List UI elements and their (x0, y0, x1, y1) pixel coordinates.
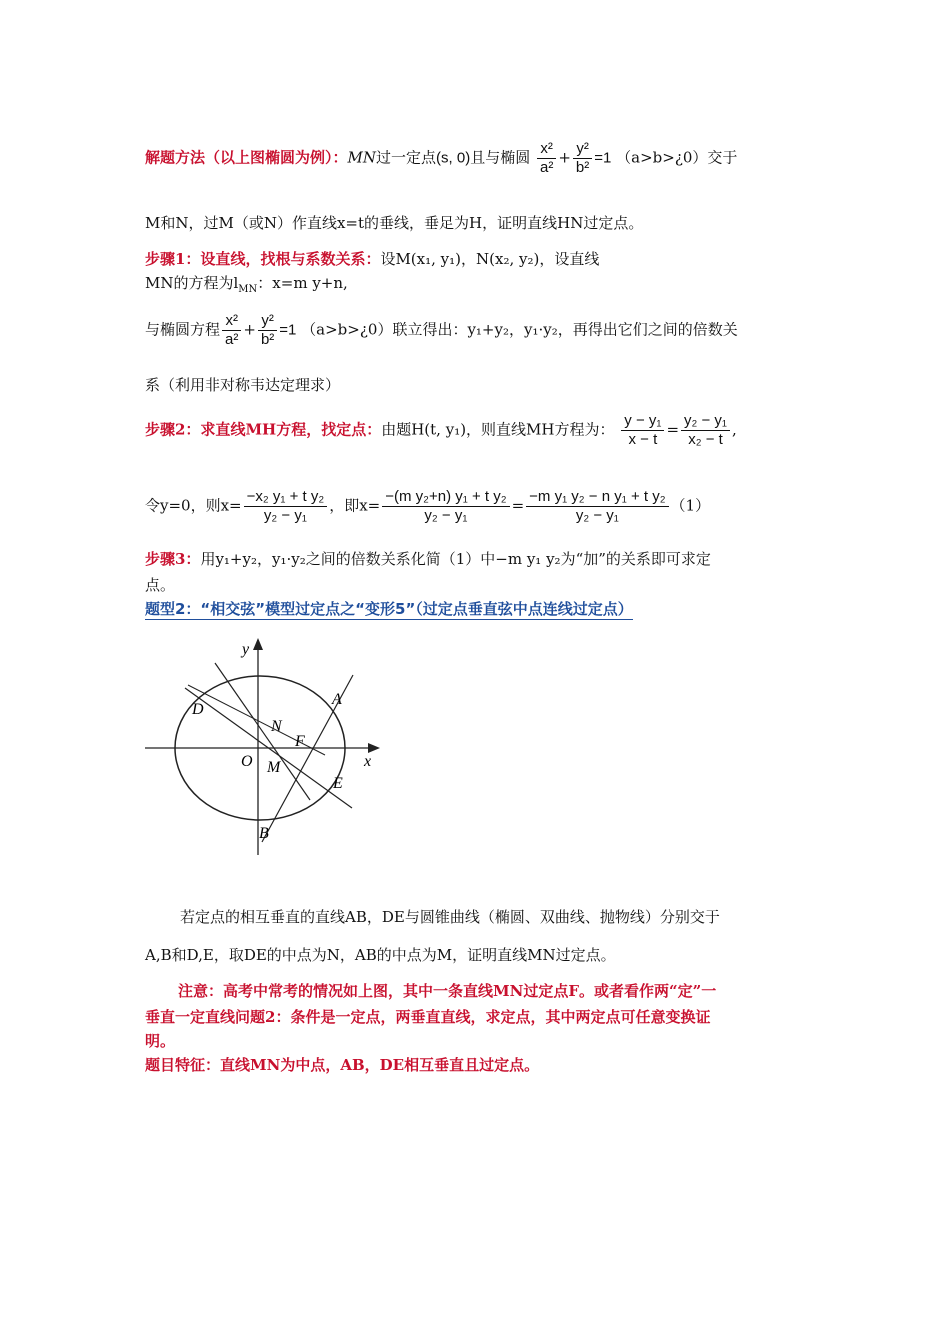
step3-line-1 (145, 548, 805, 570)
ellipse-fraction-y: $\frac{\text{y²}}{\text{b²}}$ (573, 140, 592, 177)
method-line-2: M和N，过M（或N）作直线x=t的垂线，垂足为H，证明直线HN过定点。 (145, 214, 644, 232)
label-x: x (364, 753, 372, 770)
step2-eqno: （1） (670, 496, 711, 515)
step1-line2-sub: MN (238, 284, 258, 295)
step1-line-1 (145, 248, 805, 270)
step1-line-4: 系（利用非对称韦达定理求） (145, 376, 341, 394)
method-mn: MN (347, 148, 376, 167)
method-eq: =1 (594, 149, 612, 167)
method-point: (s, 0) (436, 149, 471, 167)
step2-line-2: 令y=0，则x= $\frac{\text{−x₂ y₁ + t y₂}}{\text{y₂ − y₁}}$ ，即x= $\frac{\text{−(m y₂+n) y₁ + t y₂}}{\text{y₂ − y₁}}$ = $\frac{\text{−m y₁ y₂ − n y₁ + t y₂}}{\text{y₂ − y₁}}$ （1） (145, 488, 711, 524)
desc-line-1: 若定点的相互垂直的直线AB，DE与圆锥曲线（椭圆、双曲线、抛物线）分别交于 (180, 908, 720, 926)
note-line-4: 题目特征：直线MN为中点，AB，DE相互垂直且过定点。 (145, 1056, 540, 1074)
step1-line-2 (145, 272, 805, 301)
ellipse-figure (140, 630, 390, 865)
label-m: M (267, 759, 281, 776)
step1-line3-b: （a>b>¿0）联立得出：y₁+y₂，y₁·y₂，再得出它们之间的倍数关 (301, 320, 738, 339)
note-line-3: 明。 (145, 1032, 176, 1050)
line-mn (215, 663, 310, 800)
step3-text: 用y₁+y₂，y₁·y₂之间的倍数关系化简（1）中−m y₁ y₂为“加”的关系即可求定 (200, 550, 711, 568)
step1-line3-a: 与椭圆方程 (145, 320, 221, 339)
type2-title-row (145, 598, 805, 620)
x-fraction-1: $\frac{\text{−x₂ y₁ + t y₂}}{\text{y₂ − y₁}}$ (244, 488, 328, 525)
step2-label: 步骤2：求直线MH方程，找定点： (145, 420, 382, 439)
label-f: F (295, 733, 305, 750)
step2-text: 由题H(t, y₁)，则直线MH方程为： (381, 420, 615, 439)
step2-line-1: 步骤2：求直线MH方程，找定点：由题H(t, y₁)，则直线MH方程为： $\frac{\text{y − y₁}}{x - t}$ = $\frac{\text{y₂ − y₁}}{\text{x₂ − t}}$ , (145, 412, 737, 448)
method-text-a: 过一定点 (376, 148, 437, 167)
step2-tail: , (732, 420, 737, 439)
ellipse-fraction-y-2: $\frac{\text{y²}}{\text{b²}}$ (258, 312, 277, 349)
y-axis-arrow-icon (253, 638, 263, 650)
step2-line2-b: ，即x= (329, 496, 381, 515)
step1-eq: =1 (279, 321, 297, 339)
label-e: E (333, 775, 343, 792)
step3-label: 步骤3： (145, 550, 201, 568)
ellipse-fraction-x-2: $\frac{\text{x²}}{\text{a²}}$ (222, 312, 241, 349)
note-line-2: 垂直一定直线问题2：条件是一定点，两垂直直线，求定点，其中两定点可任意变换证 (145, 1008, 711, 1026)
step1-line-3: 与椭圆方程 $\frac{\text{x²}}{\text{a²}}$ + $\frac{\text{y²}}{\text{b²}}$ =1 （a>b>¿0）联立得出：y₁+y₂，y₁·y₂，再得出它们之间的倍数关 (145, 312, 738, 348)
method-text-b: 且与椭圆 (470, 148, 531, 167)
label-y: y (242, 641, 250, 658)
mh-fraction-left: $\frac{\text{y − y₁}}{x - t}$ (621, 412, 664, 449)
method-line-1: 解题方法（以上图椭圆为例）：MN过一定点(s, 0)且与椭圆 $\frac{\text{x²}}{\text{a²}}$ + $\frac{\text{y²}}{\text{b²}}$ =1 （a>b>¿0）交于 (145, 140, 738, 176)
label-b: B (259, 825, 269, 842)
x-fraction-3: $\frac{\text{−m y₁ y₂ − n y₁ + t y₂}}{\text{y₂ − y₁}}$ (526, 488, 668, 525)
step1-text: 设M(x₁, y₁)，N(x₂, y₂)，设直线 (380, 250, 600, 268)
label-a: A (332, 691, 342, 708)
mh-fraction-right: $\frac{\text{y₂ − y₁}}{\text{x₂ − t}}$ (681, 412, 730, 449)
x-axis-arrow-icon (368, 743, 380, 753)
step2-line2-a: 令y=0，则x= (145, 496, 242, 515)
label-o: O (241, 753, 253, 770)
note-line-1: 注意：高考中常考的情况如上图，其中一条直线MN过定点F。或者看作两“定”一 (178, 982, 717, 1000)
step1-line2-b: ：x=m y+n, (257, 274, 348, 292)
x-fraction-2: $\frac{\text{−(m y₂+n) y₁ + t y₂}}{\text{y₂ − y₁}}$ (382, 488, 509, 525)
type2-title: 题型2：“相交弦”模型过定点之“变形5”（过定点垂直弦中点连线过定点） (145, 600, 633, 618)
method-condition: （a>b>¿0）交于 (616, 148, 738, 167)
step3-line-2: 点。 (145, 576, 176, 594)
ellipse-fraction-x: $\frac{\text{x²}}{\text{a²}}$ (537, 140, 556, 177)
method-heading: 解题方法（以上图椭圆为例）： (145, 148, 348, 167)
step1-line2-a: MN的方程为l (145, 274, 239, 292)
label-d: D (192, 701, 204, 718)
step1-label: 步骤1：设直线，找根与系数关系： (145, 250, 381, 268)
desc-line-2: A,B和D,E，取DE的中点为N，AB的中点为M，证明直线MN过定点。 (145, 946, 616, 964)
label-n: N (271, 718, 282, 735)
